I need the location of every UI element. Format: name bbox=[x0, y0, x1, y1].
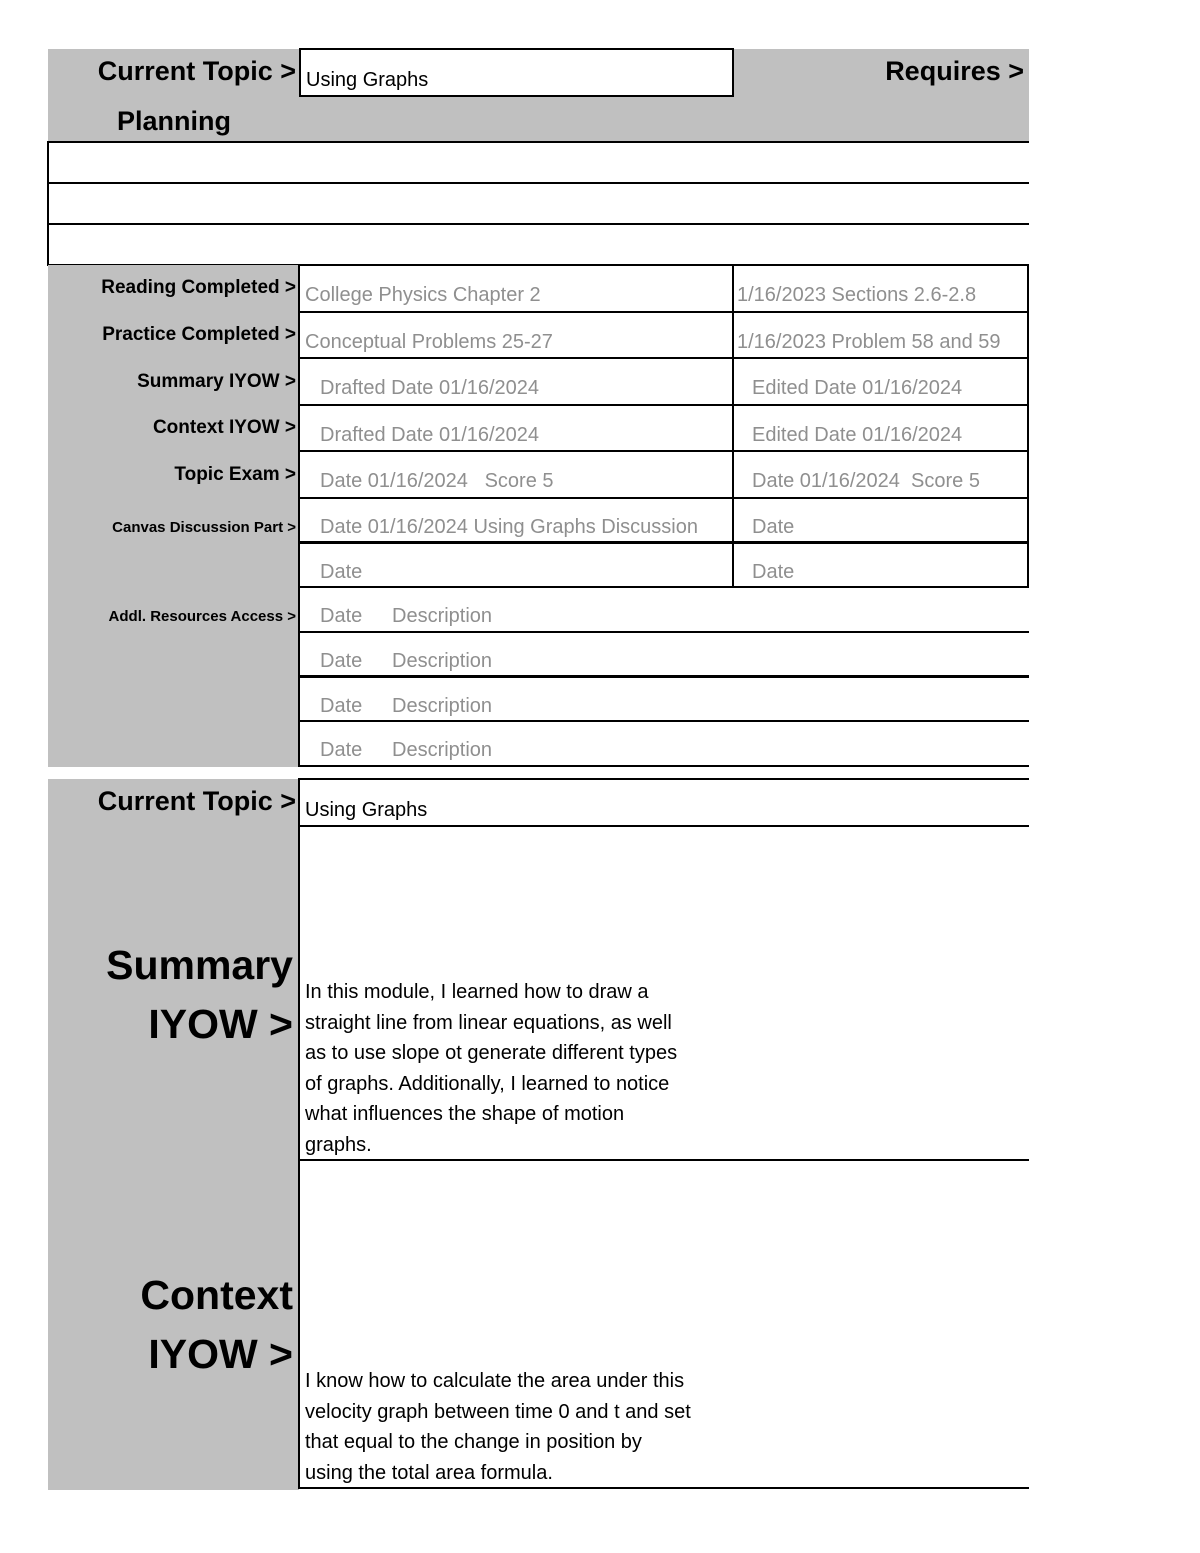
canvas-discussion-col2[interactable]: Date bbox=[752, 516, 795, 538]
practice-completed-label: Practice Completed > bbox=[102, 324, 296, 345]
resource-description[interactable]: Description bbox=[392, 650, 493, 672]
planning-row-2[interactable] bbox=[47, 183, 1029, 224]
text-line: that equal to the change in position by bbox=[305, 1431, 642, 1453]
planning-row-1[interactable] bbox=[47, 142, 1029, 183]
context-iyow-text[interactable] bbox=[305, 1366, 745, 1488]
text-line: using the total area formula. bbox=[305, 1461, 553, 1484]
summary-iyow-col2[interactable]: Edited Date 01/16/2024 bbox=[752, 377, 963, 399]
context-iyow-label: Context IYOW > bbox=[152, 417, 296, 438]
divider bbox=[299, 631, 1029, 633]
current-topic-field[interactable] bbox=[299, 48, 734, 97]
divider bbox=[299, 765, 1029, 767]
planning-label: Planning bbox=[117, 106, 231, 136]
summary-iyow-col1[interactable]: Drafted Date 01/16/2024 bbox=[320, 377, 540, 399]
reading-completed-col2[interactable]: 1/16/2023 Sections 2.6-2.8 bbox=[737, 284, 977, 306]
topic-exam-col1[interactable]: Date 01/16/2024 Score 5 bbox=[320, 470, 554, 492]
text-line: straight line from linear equations, as well bbox=[305, 1011, 672, 1034]
reading-completed-col1[interactable]: College Physics Chapter 2 bbox=[305, 284, 541, 306]
resource-date[interactable]: Date bbox=[320, 695, 363, 717]
context-iyow-heading-line2: IYOW > bbox=[148, 1331, 293, 1377]
divider bbox=[1027, 264, 1029, 588]
text-line: velocity graph between time 0 and t and set bbox=[305, 1400, 691, 1423]
divider bbox=[299, 586, 1029, 588]
divider bbox=[299, 497, 1029, 499]
divider bbox=[299, 450, 1029, 452]
resource-description[interactable]: Description bbox=[392, 739, 493, 761]
divider bbox=[299, 720, 1029, 722]
current-topic-label: Current Topic > bbox=[97, 56, 296, 86]
extra-row-col2[interactable]: Date bbox=[752, 561, 795, 583]
text-line: In this module, I learned how to draw a bbox=[305, 981, 649, 1003]
divider bbox=[47, 141, 49, 266]
divider bbox=[299, 1159, 1029, 1161]
reading-completed-label: Reading Completed > bbox=[101, 277, 296, 298]
divider bbox=[298, 778, 300, 1489]
planning-row-3[interactable] bbox=[47, 224, 1029, 265]
divider bbox=[299, 357, 1029, 359]
context-iyow-col1[interactable]: Drafted Date 01/16/2024 bbox=[320, 424, 540, 446]
divider bbox=[299, 778, 1029, 780]
section2-current-topic-label: Current Topic > bbox=[97, 786, 296, 816]
resource-date[interactable]: Date bbox=[320, 605, 363, 627]
divider bbox=[299, 404, 1029, 406]
divider bbox=[47, 182, 1029, 184]
summary-iyow-label: Summary IYOW > bbox=[137, 371, 296, 392]
text-line: what influences the shape of motion bbox=[305, 1103, 625, 1125]
text-line: of graphs. Additionally, I learned to notice bbox=[305, 1072, 670, 1095]
section2-label-column bbox=[48, 779, 299, 1490]
context-iyow-heading-line1: Context bbox=[140, 1272, 293, 1318]
divider bbox=[299, 311, 1029, 313]
section2-current-topic-value[interactable]: Using Graphs bbox=[305, 799, 428, 821]
divider bbox=[299, 675, 1029, 678]
divider bbox=[299, 541, 1029, 544]
text-line: as to use slope ot generate different types bbox=[305, 1042, 678, 1064]
addl-resources-label: Addl. Resources Access > bbox=[108, 608, 296, 625]
divider bbox=[47, 141, 1029, 143]
resource-description[interactable]: Description bbox=[392, 695, 493, 717]
summary-iyow-text[interactable] bbox=[305, 977, 735, 1160]
practice-completed-col2[interactable]: 1/16/2023 Problem 58 and 59 bbox=[737, 331, 1001, 353]
divider bbox=[299, 825, 1029, 827]
text-line: graphs. bbox=[305, 1133, 372, 1156]
divider bbox=[47, 223, 1029, 225]
resource-description[interactable]: Description bbox=[392, 605, 493, 627]
resource-date[interactable]: Date bbox=[320, 650, 363, 672]
requires-label: Requires > bbox=[885, 56, 1024, 86]
context-iyow-col2[interactable]: Edited Date 01/16/2024 bbox=[752, 424, 963, 446]
current-topic-value: Using Graphs bbox=[306, 69, 429, 91]
summary-iyow-heading-line2: IYOW > bbox=[148, 1001, 293, 1047]
divider bbox=[298, 264, 300, 767]
topic-exam-col2[interactable]: Date 01/16/2024 Score 5 bbox=[752, 470, 980, 492]
resource-date[interactable]: Date bbox=[320, 739, 363, 761]
topic-exam-label: Topic Exam > bbox=[174, 464, 296, 485]
divider bbox=[732, 264, 734, 588]
divider bbox=[299, 1487, 1029, 1489]
canvas-discussion-label: Canvas Discussion Part > bbox=[112, 519, 296, 536]
text-line: I know how to calculate the area under this bbox=[305, 1370, 685, 1392]
summary-iyow-heading-line1: Summary bbox=[106, 942, 293, 988]
practice-completed-col1[interactable]: Conceptual Problems 25-27 bbox=[305, 331, 553, 353]
canvas-discussion-col1[interactable]: Date 01/16/2024 Using Graphs Discussion bbox=[320, 516, 698, 538]
extra-row-col1[interactable]: Date bbox=[320, 561, 363, 583]
